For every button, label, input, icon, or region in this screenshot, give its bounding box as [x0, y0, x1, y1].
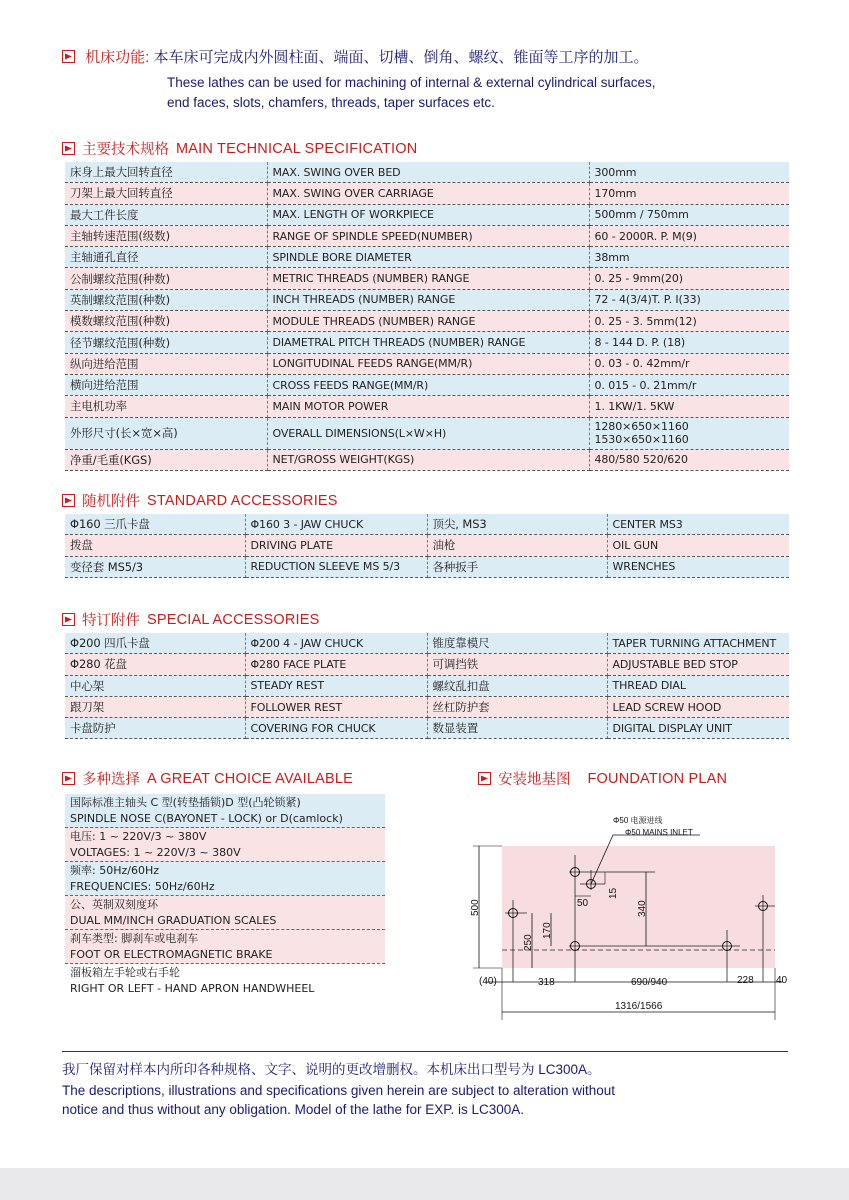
choice-item-en: SPINDLE NOSE C(BAYONET - LOCK) or D(camlock) [70, 811, 343, 825]
spec-value-text: 300mm [594, 165, 637, 179]
choice-item [65, 828, 385, 862]
spec-value-text: 1. 1KW/1. 5KW [594, 399, 675, 413]
accessory-cn-name: 各种扳手 [427, 556, 607, 577]
special-heading [62, 609, 320, 630]
spec-value [589, 332, 789, 353]
footer-divider [62, 1051, 788, 1052]
bullet-square-icon [62, 50, 75, 63]
spec-value-text: 72 - 4(3/4)T. P. I(33) [594, 293, 701, 307]
accessory-cn-name: Φ160 三爪卡盘 [65, 514, 245, 535]
dim-250: 250 [523, 934, 534, 951]
spec-row [65, 247, 789, 268]
spec-en-label: DIAMETRAL PITCH THREADS (NUMBER) RANGE [267, 332, 589, 353]
spec-cn-label: 最大工件长度 [65, 204, 267, 225]
accessory-en-name: DRIVING PLATE [245, 535, 427, 556]
dim-690-940: 690/940 [631, 977, 668, 988]
accessory-cn-name: 卡盘防护 [65, 718, 245, 739]
spec-row [65, 268, 789, 289]
spec-value-text: 480/580 520/620 [594, 453, 688, 467]
spec-value-text: 0. 015 - 0. 21mm/r [594, 378, 697, 392]
bullet-square-icon [62, 494, 75, 507]
spec-row [65, 289, 789, 310]
spec-row [65, 162, 789, 183]
inlet-label-cn: Φ50 电源进线 [613, 816, 663, 825]
choice-item-en: FOOT OR ELECTROMAGNETIC BRAKE [70, 947, 273, 961]
spec-row [65, 332, 789, 353]
accessory-en-name: OIL GUN [607, 535, 789, 556]
choice-item [65, 930, 385, 964]
spec-value-text: 8 - 144 D. P. (18) [594, 336, 686, 350]
bullet-square-icon [478, 772, 491, 785]
spec-row [65, 396, 789, 417]
spec-value-text: 60 - 2000R. P. M(9) [594, 229, 697, 243]
special-row [65, 675, 789, 696]
bullet-square-icon [62, 772, 75, 785]
foundation-heading [478, 768, 727, 789]
accessory-cn-name: 可调挡铁 [427, 654, 607, 675]
spec-en-label: MAX. LENGTH OF WORKPIECE [267, 204, 589, 225]
spec-value-text: 1280×650×1160 [594, 420, 689, 434]
accessory-cn-name: Φ280 花盘 [65, 654, 245, 675]
spec-value [589, 353, 789, 374]
choice-item-cn: 频率: 50Hz/60Hz [70, 864, 159, 877]
spec-cn-label: 径节螺纹范围(种数) [65, 332, 267, 353]
bullet-square-icon [62, 142, 75, 155]
choice-item-en: FREQUENCIES: 50Hz/60Hz [70, 879, 215, 893]
spec-en-label: MAX. SWING OVER BED [267, 162, 589, 183]
spec-value-text: 170mm [594, 186, 637, 200]
accessory-en-name: Φ280 FACE PLATE [245, 654, 427, 675]
accessory-cn-name: 丝杠防护套 [427, 696, 607, 717]
spec-en-label: RANGE OF SPINDLE SPEED(NUMBER) [267, 225, 589, 246]
choice-item [65, 964, 385, 997]
accessory-en-name: LEAD SCREW HOOD [607, 696, 789, 717]
choice-item-cn: 国际标准主轴头 C 型(转垫插锁)D 型(凸轮锁紧) [70, 796, 301, 809]
spec-value [589, 247, 789, 268]
footer-notice [62, 1058, 802, 1119]
choice-title-en: A GREAT CHOICE AVAILABLE [147, 770, 353, 787]
footer-cn-text: 我厂保留对样本内所印各种规格、文字、说明的更改增删权。本机床出口型号为 LC300A。 [62, 1062, 601, 1077]
spec-value-text-2: 1530×650×1160 [594, 433, 689, 447]
spec-en-label: MODULE THREADS (NUMBER) RANGE [267, 311, 589, 332]
spec-row [65, 417, 789, 449]
spec-row [65, 225, 789, 246]
spec-row [65, 183, 789, 204]
accessory-cn-name: Φ200 四爪卡盘 [65, 633, 245, 654]
dim-500: 500 [470, 899, 481, 916]
spec-value [589, 396, 789, 417]
accessory-en-name: ADJUSTABLE BED STOP [607, 654, 789, 675]
spec-value-text: 0. 25 - 9mm(20) [594, 272, 683, 286]
spec-value [589, 162, 789, 183]
dim-50: 50 [577, 898, 589, 909]
special-row [65, 633, 789, 654]
spec-en-label: MAIN MOTOR POWER [267, 396, 589, 417]
standard-title-cn: 随机附件 [82, 494, 140, 510]
choice-item-cn: 电压: 1 ~ 220V/3 ~ 380V [70, 830, 207, 843]
dim-1316-1566: 1316/1566 [615, 1001, 663, 1012]
spec-cn-label: 主轴转速范围(级数) [65, 225, 267, 246]
spec-value [589, 183, 789, 204]
accessory-en-name: WRENCHES [607, 556, 789, 577]
accessory-en-name: REDUCTION SLEEVE MS 5/3 [245, 556, 427, 577]
choice-item-en: RIGHT OR LEFT - HAND APRON HANDWHEEL [70, 981, 315, 995]
foundation-title-cn: 安装地基图 [498, 772, 571, 788]
spec-en-label: OVERALL DIMENSIONS(L×W×H) [267, 417, 589, 449]
spec-en-label: SPINDLE BORE DIAMETER [267, 247, 589, 268]
spec-en-label: MAX. SWING OVER CARRIAGE [267, 183, 589, 204]
special-title-cn: 特订附件 [82, 613, 140, 629]
choice-item [65, 794, 385, 828]
standard-heading [62, 490, 338, 511]
dim-40-left: (40) [479, 976, 497, 987]
special-accessories-table [65, 633, 789, 739]
spec-cn-label: 模数螺纹范围(种数) [65, 311, 267, 332]
accessory-en-name: Φ200 4 - JAW CHUCK [245, 633, 427, 654]
choice-item-cn: 公、英制双刻度环 [70, 898, 158, 911]
special-title-en: SPECIAL ACCESSORIES [147, 611, 320, 628]
spec-cn-label: 纵向进给范围 [65, 353, 267, 374]
spec-en-label: NET/GROSS WEIGHT(KGS) [267, 449, 589, 470]
bullet-square-icon [62, 613, 75, 626]
accessory-en-name: Φ160 3 - JAW CHUCK [245, 514, 427, 535]
spec-en-label: INCH THREADS (NUMBER) RANGE [267, 289, 589, 310]
spec-value [589, 311, 789, 332]
function-label: 机床功能: [85, 49, 150, 66]
dim-340: 340 [637, 900, 648, 917]
foundation-plan-diagram [465, 810, 805, 1030]
spec-cn-label: 刀架上最大回转直径 [65, 183, 267, 204]
choice-item-en: VOLTAGES: 1 ~ 220V/3 ~ 380V [70, 845, 241, 859]
accessory-cn-name: 顶尖, MS3 [427, 514, 607, 535]
standard-row [65, 535, 789, 556]
dim-228: 228 [737, 975, 754, 986]
spec-value [589, 374, 789, 395]
dim-40-right: 40 [776, 975, 788, 986]
spec-en-label: METRIC THREADS (NUMBER) RANGE [267, 268, 589, 289]
special-row [65, 696, 789, 717]
accessory-en-name: THREAD DIAL [607, 675, 789, 696]
footer-en-line-1: The descriptions, illustrations and specifications given herein are subject to alteration without [62, 1083, 616, 1098]
choice-item-en: DUAL MM/INCH GRADUATION SCALES [70, 913, 277, 927]
spec-value-text: 38mm [594, 250, 630, 264]
special-row [65, 718, 789, 739]
accessory-cn-name: 数显装置 [427, 718, 607, 739]
page-bottom-band [0, 1168, 849, 1200]
spec-value [589, 417, 789, 449]
spec-cn-label: 横向进给范围 [65, 374, 267, 395]
spec-title-en: MAIN TECHNICAL SPECIFICATION [176, 140, 418, 157]
dim-318: 318 [538, 977, 555, 988]
function-en-line-2: end faces, slots, chamfers, threads, taper surfaces etc. [167, 95, 495, 111]
foundation-title-en: FOUNDATION PLAN [587, 770, 728, 787]
spec-value-text: 500mm / 750mm [594, 208, 689, 222]
spec-en-label: CROSS FEEDS RANGE(MM/R) [267, 374, 589, 395]
spec-cn-label: 床身上最大回转直径 [65, 162, 267, 183]
spec-cn-label: 主电机功率 [65, 396, 267, 417]
spec-heading [62, 138, 417, 159]
accessory-cn-name: 锥度靠模尺 [427, 633, 607, 654]
accessory-cn-name: 中心架 [65, 675, 245, 696]
spec-cn-label: 公制螺纹范围(种数) [65, 268, 267, 289]
accessory-en-name: COVERING FOR CHUCK [245, 718, 427, 739]
special-row [65, 654, 789, 675]
spec-cn-label: 主轴通孔直径 [65, 247, 267, 268]
dim-170: 170 [542, 922, 553, 939]
accessory-cn-name: 油枪 [427, 535, 607, 556]
choice-item-cn: 溜板箱左手轮或右手轮 [70, 966, 180, 979]
spec-row [65, 311, 789, 332]
choice-title-cn: 多种选择 [82, 772, 140, 788]
spec-value [589, 225, 789, 246]
standard-row [65, 556, 789, 577]
choice-item [65, 862, 385, 896]
accessory-en-name: TAPER TURNING ATTACHMENT [607, 633, 789, 654]
spec-cn-label: 外形尺寸(长×宽×高) [65, 417, 267, 449]
spec-row [65, 204, 789, 225]
accessory-en-name: CENTER MS3 [607, 514, 789, 535]
accessory-cn-name: 拨盘 [65, 535, 245, 556]
footer-en-line-2: notice and thus without any obligation. Model of the lathe for EXP. is LC300A. [62, 1102, 525, 1117]
accessory-cn-name: 变径套 MS5/3 [65, 556, 245, 577]
standard-title-en: STANDARD ACCESSORIES [147, 492, 338, 509]
choice-list [65, 794, 385, 997]
accessory-cn-name: 跟刀架 [65, 696, 245, 717]
spec-value-text: 0. 03 - 0. 42mm/r [594, 357, 690, 371]
spec-value [589, 289, 789, 310]
accessory-en-name: STEADY REST [245, 675, 427, 696]
standard-accessories-table [65, 514, 789, 578]
spec-row [65, 449, 789, 470]
spec-row [65, 353, 789, 374]
function-cn-text: 本车床可完成内外圆柱面、端面、切槽、倒角、螺纹、锥面等工序的加工。 [153, 49, 649, 66]
spec-cn-label: 净重/毛重(KGS) [65, 449, 267, 470]
spec-title-cn: 主要技术规格 [82, 142, 169, 158]
machine-function-section [62, 46, 802, 114]
spec-value-text: 0. 25 - 3. 5mm(12) [594, 314, 697, 328]
spec-row [65, 374, 789, 395]
standard-row [65, 514, 789, 535]
choice-item-cn: 刹车类型: 脚刹车或电刹车 [70, 932, 199, 945]
accessory-en-name: DIGITAL DISPLAY UNIT [607, 718, 789, 739]
spec-en-label: LONGITUDINAL FEEDS RANGE(MM/R) [267, 353, 589, 374]
choice-item [65, 896, 385, 930]
spec-value [589, 268, 789, 289]
inlet-label-en: Φ50 MAINS INLET [625, 828, 693, 837]
accessory-cn-name: 螺纹乱扣盘 [427, 675, 607, 696]
spec-table [65, 162, 789, 471]
spec-value [589, 449, 789, 470]
spec-cn-label: 英制螺纹范围(种数) [65, 289, 267, 310]
spec-value [589, 204, 789, 225]
function-en-line-1: These lathes can be used for machining of internal & external cylindrical surfaces, [167, 75, 656, 90]
choice-heading [62, 768, 353, 789]
dim-15: 15 [608, 887, 619, 899]
accessory-en-name: FOLLOWER REST [245, 696, 427, 717]
